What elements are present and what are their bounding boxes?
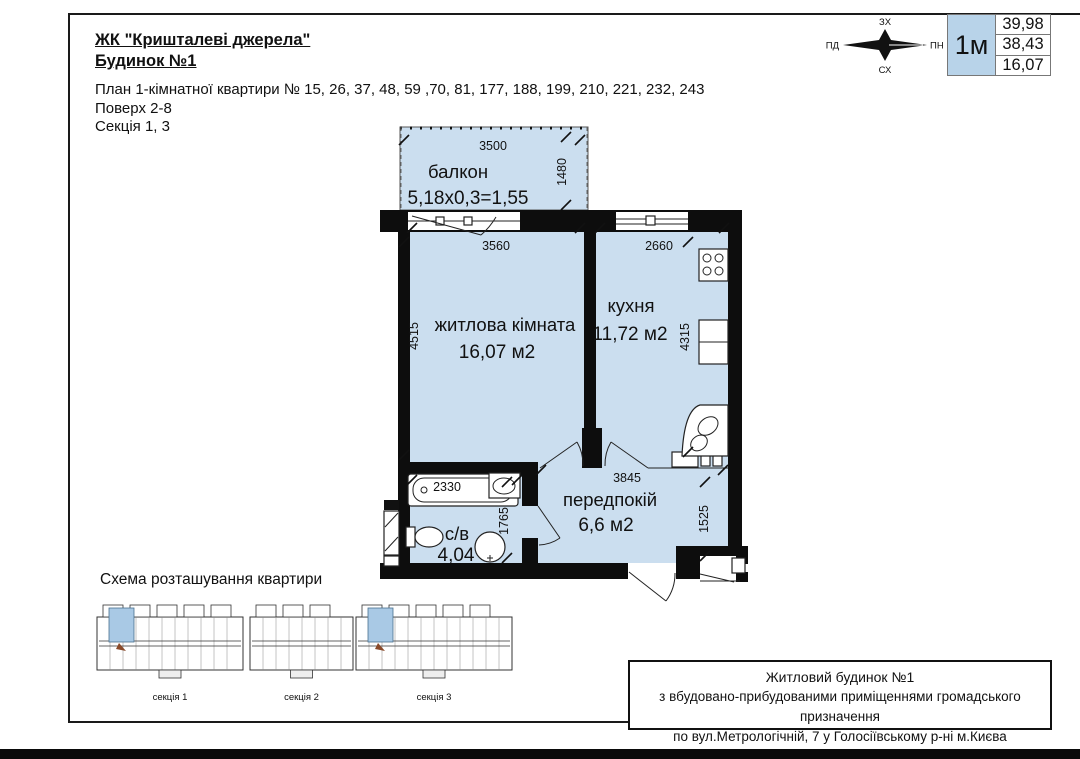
dimension-label: 3500 (479, 139, 507, 153)
dimension-label: 1480 (555, 158, 569, 186)
building-title: Будинок №1 (95, 52, 197, 70)
schema-section (356, 605, 512, 703)
bathroom-label: с/в (444, 523, 470, 544)
compass-left-label: ПД (825, 40, 839, 52)
plan-description: План 1-кімнатної квартири № 15, 26, 37, 48, 59 ,70, 81, 177, 188, 199, 210, 221, 232, 243 (95, 81, 705, 98)
schema-section (97, 605, 243, 703)
scale-cell: 1м (947, 14, 996, 76)
info-line-2: з вбудовано-прибудованими приміщеннями громадського призначення (659, 689, 1021, 724)
dimension-label: 1765 (497, 507, 511, 535)
compass-bottom-label: СХ (878, 65, 892, 76)
info-box (628, 660, 1052, 744)
dimension-label: 4515 (407, 322, 421, 350)
living-area-value: 16,07 (996, 55, 1051, 76)
bathroom-area: 4,04 (437, 545, 475, 566)
living-room-area: 16,07 м2 (458, 342, 536, 363)
info-line-1: Житловий будинок №1 (765, 669, 915, 685)
schema-section-label: секція 3 (416, 692, 452, 703)
section-line: Секція 1, 3 (95, 118, 170, 135)
reduced-area-value: 38,43 (996, 34, 1051, 55)
hallway-area: 6,6 м2 (578, 515, 634, 536)
dimension-label: 4315 (678, 323, 692, 351)
schema-section-label: секція 2 (284, 692, 319, 703)
schema-section-label: секція 1 (152, 692, 188, 703)
highlighted-apartment (109, 608, 134, 642)
balcony-label: балкон (427, 161, 489, 182)
hallway-label: передпокій (562, 489, 658, 510)
dimension-label: 2660 (645, 239, 673, 253)
compass-top-label: ЗХ (878, 17, 892, 28)
kitchen-label: кухня (607, 295, 655, 316)
compass-right-label: ПН (930, 40, 944, 52)
balcony-area: 5,18x0,3=1,55 (407, 188, 529, 209)
dimension-label: 3560 (482, 239, 510, 253)
info-line-3: по вул.Метрологічній, 7 у Голосіївському р-ні м.Києва (673, 729, 1007, 744)
schema-section (250, 605, 353, 703)
dimension-label: 1525 (697, 505, 711, 533)
dimension-label: 2330 (433, 480, 461, 494)
kitchen-area: 11,72 м2 (592, 324, 668, 345)
total-area-value: 39,98 (996, 14, 1051, 35)
dimension-label: 3845 (613, 471, 641, 485)
schema-title: Схема розташування квартири (100, 571, 323, 588)
floor-line: Поверх 2-8 (95, 99, 172, 117)
highlighted-apartment (368, 608, 393, 642)
living-room-label: житлова кімната (434, 314, 576, 335)
complex-title: ЖК "Кришталеві джерела" (95, 31, 311, 49)
